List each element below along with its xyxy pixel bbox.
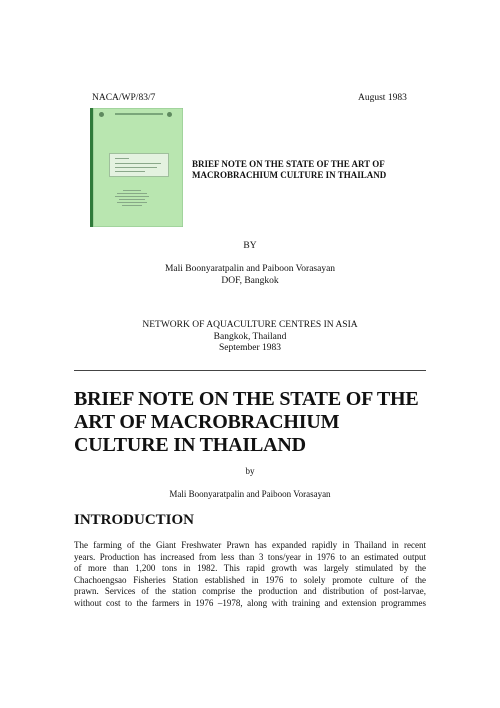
main-title-line: CULTURE IN THAILAND xyxy=(74,434,306,456)
cover-title-line: MACROBRACHIUM CULTURE IN THAILAND xyxy=(192,170,387,180)
document-date: August 1983 xyxy=(358,93,407,103)
seal-icon xyxy=(167,112,172,117)
paragraph-line: without cost to the farmers in 1976 –1978, along with training and extension programmes xyxy=(74,597,426,608)
cover-thumbnail-image xyxy=(90,108,183,227)
document-id: NACA/WP/83/7 xyxy=(92,93,156,103)
main-title-line: ART OF MACROBRACHIUM xyxy=(74,411,340,433)
main-title xyxy=(74,388,434,457)
publisher-place: Bangkok, Thailand xyxy=(213,331,287,342)
affiliation: DOF, Bangkok xyxy=(221,275,279,286)
cover-title-box xyxy=(109,153,169,177)
cover-title xyxy=(192,159,432,181)
publisher-name: NETWORK OF AQUACULTURE CENTRES IN ASIA xyxy=(142,320,358,330)
publisher-date: September 1983 xyxy=(218,343,281,353)
cover-header-line xyxy=(115,113,163,115)
section-heading-introduction: INTRODUCTION xyxy=(74,512,195,528)
cover-title-line: BRIEF NOTE ON THE STATE OF THE ART OF xyxy=(192,159,385,169)
paragraph-line: The farming of the Giant Freshwater Prawn has expanded rapidly in Thailand in recent xyxy=(74,540,426,550)
paragraph-line: of more than 1,200 tons in 1982. This rapid growth was largely stimulated by the xyxy=(74,563,426,574)
main-title-line: BRIEF NOTE ON THE STATE OF THE xyxy=(74,388,419,410)
divider xyxy=(74,370,426,371)
seal-icon xyxy=(99,112,104,117)
paragraph-line: prawn. Services of the station comprise the production and distribution of post-larvae, xyxy=(74,586,426,597)
by-label: BY xyxy=(243,241,257,251)
publisher-block xyxy=(0,320,500,355)
main-authors: Mali Boonyaratpalin and Paiboon Vorasayan xyxy=(169,489,331,499)
paragraph-line: years. Production has increased from less than 3 tons/year in 1976 to an estimated output xyxy=(74,551,426,562)
paragraph-line: Chachoengsao Fisheries Station established in 1976 to solely promote culture of the xyxy=(74,574,426,585)
author-block xyxy=(0,264,500,287)
by-label-small: by xyxy=(245,466,255,476)
authors: Mali Boonyaratpalin and Paiboon Vorasayan xyxy=(164,264,336,274)
introduction-paragraph xyxy=(74,540,426,610)
